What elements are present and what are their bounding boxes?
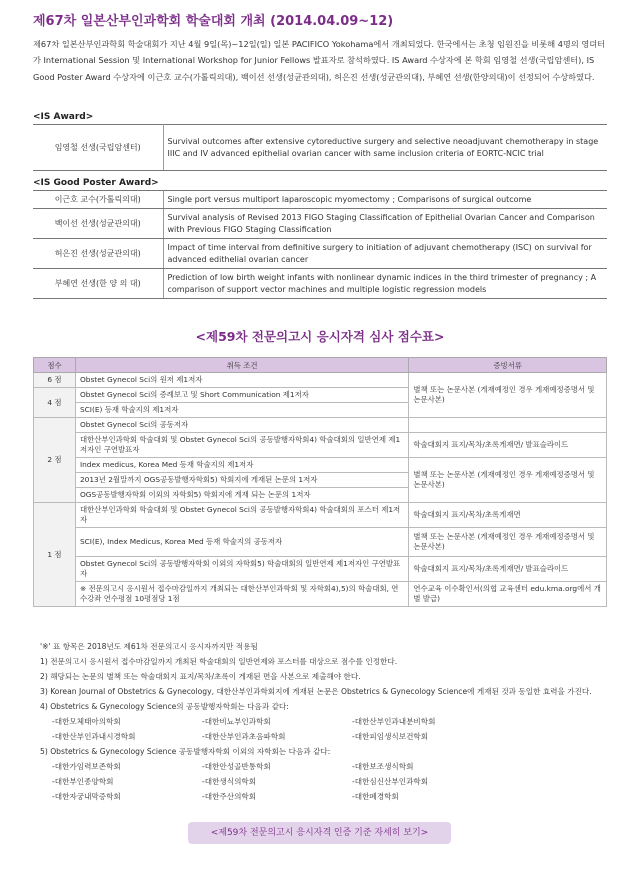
document-cell: 연수교육 이수확인서(의협 교육센터 edu.kma.org에서 개별 발급) bbox=[409, 582, 607, 607]
document-cell: 별책 또는 논문사본 (게재예정인 경우 게재예정증명서 및 논문사본) bbox=[409, 528, 607, 557]
note-asterisk: '※' 표 항목은 2018년도 제61차 전문의고시 응시자까지만 적용됨 bbox=[40, 642, 258, 651]
condition-cell: 대한산부인과학회 학술대회 및 Obstet Gynecol Sci의 공동발행자학회4) 학술대회의 일반연제 제1저자인 구연발표자 bbox=[75, 433, 408, 458]
condition-cell: Obstet Gynecol Sci의 공동발행자학회 이외의 자학회5) 학술대회의 일반연제 제1저자인 구연발표자 bbox=[75, 557, 408, 582]
list-item: -대한주산의학회 bbox=[202, 792, 257, 801]
table-row bbox=[34, 433, 607, 458]
table-row bbox=[33, 209, 607, 239]
table-row bbox=[34, 528, 607, 557]
poster-award-label: <IS Good Poster Award> bbox=[33, 178, 159, 188]
document-cell: 별책 또는 논문사본 (게재예정인 경우 게재예정증명서 및 논문사본) bbox=[409, 373, 607, 418]
header-condition: 취득 조건 bbox=[75, 358, 408, 373]
poster-award-table bbox=[33, 190, 607, 299]
condition-cell: Index medicus, Korea Med 등재 학술지의 제1저자 bbox=[75, 458, 408, 473]
is-award-label: <IS Award> bbox=[33, 112, 94, 122]
header-documents: 증빙서류 bbox=[409, 358, 607, 373]
list-item: -대한폐경학회 bbox=[352, 792, 399, 801]
condition-cell: Obstet Gynecol Sci의 공동저자 bbox=[75, 418, 408, 433]
award-winner-name: 부혜연 선생(한 양 의 대) bbox=[33, 269, 163, 299]
header-score: 점수 bbox=[34, 358, 76, 373]
sub-society-list bbox=[40, 759, 610, 804]
table-row bbox=[34, 557, 607, 582]
note-3: 3) Korean Journal of Obstetrics & Gynecology, 대한산부인과학회지에 게재된 논문은 Obstetrics & Gynecology Science에 게재된 것과 동일한 효력을 가진다. bbox=[40, 687, 592, 696]
award-winner-name: 백이선 선생(성균관의대) bbox=[33, 209, 163, 239]
list-item: -대한보조생식학회 bbox=[352, 762, 414, 771]
score-cell: 2 점 bbox=[34, 418, 76, 503]
list-item: -대한가임력보존학회 bbox=[52, 762, 121, 771]
list-item: -대한안성골반통학회 bbox=[202, 762, 271, 771]
condition-cell: OGS공동발행자학회 이외의 자학회5) 학회지에 게재 되는 논문의 1저자 bbox=[75, 488, 408, 503]
award-paper-title: Survival analysis of Revised 2013 FIGO Staging Classification of Epithelial Ovarian Cancer and Comparison with Previous FIGO Staging Classification bbox=[163, 209, 607, 239]
score-table-title: <제59차 전문의고시 응시자격 심사 점수표> bbox=[195, 329, 445, 344]
list-item: -대한산부인과초음파학회 bbox=[202, 732, 286, 741]
table-row bbox=[34, 418, 607, 433]
award-paper-title: Impact of time interval from definitive surgery to initiation of adjuvant chemotherapy (ISC) on survival for advanced edithelial ovarian cancer bbox=[163, 239, 607, 269]
list-item: -대한피임생식보건학회 bbox=[352, 732, 429, 741]
document-cell: 학술대회지 표지/목차/초록게재면/ 발표슬라이드 bbox=[409, 557, 607, 582]
award-paper-title: Survival outcomes after extensive cytoreductive surgery and selective neoadjuvant chemotherapy in stage IIIC and IV advanced epithelial ovarian cancer with same inclusion criteria of EORTC-NCIC trial bbox=[163, 125, 607, 171]
table-row bbox=[34, 503, 607, 528]
award-winner-name: 임영철 선생(국립암센터) bbox=[33, 125, 163, 171]
table-row bbox=[34, 373, 607, 388]
document-cell bbox=[409, 418, 607, 433]
list-item: -대한모체태아의학회 bbox=[52, 717, 121, 726]
award-paper-title: Single port versus multiport laparoscopic myomectomy ; Comparisons of surgical outcome bbox=[163, 191, 607, 209]
condition-cell: Obstet Gynecol Sci의 증례보고 및 Short Communication 제1저자 bbox=[75, 388, 408, 403]
document-cell: 학술대회지 표지/목차/초록게재면/ 발표슬라이드 bbox=[409, 433, 607, 458]
page-title: 제67차 일본산부인과학회 학술대회 개최 (2014.04.09~12) bbox=[33, 14, 394, 29]
note-1: 1) 전문의고시 응시원서 접수마감일까지 개최된 학술대회의 일반연제와 포스터를 대상으로 점수를 인정한다. bbox=[40, 657, 398, 666]
table-row bbox=[33, 191, 607, 209]
list-item: -대한산부인과내시경학회 bbox=[52, 732, 136, 741]
document-cell: 별책 또는 논문사본 (게재예정인 경우 게재예정증명서 및 논문사본) bbox=[409, 458, 607, 503]
condition-cell: 2013년 2월말까지 OGS공동발행자학회5) 학회지에 게재된 논문의 1저자 bbox=[75, 473, 408, 488]
table-row bbox=[34, 458, 607, 473]
award-paper-title: Prediction of low birth weight infants with nonlinear dynamic indices in the third trimester of pregnancy ; A comparison of support vector machines and multiple logistic regression models bbox=[163, 269, 607, 299]
note-2: 2) 해당되는 논문의 별책 또는 학술대회지 표지/목차/초록이 게재된 면을 사본으로 제출해야 한다. bbox=[40, 672, 361, 681]
score-table bbox=[33, 357, 607, 607]
list-item: -대한비뇨부인과학회 bbox=[202, 717, 271, 726]
condition-cell: SCI(E) 등재 학술지의 제1저자 bbox=[75, 403, 408, 418]
award-winner-name: 허은진 선생(성균관의대) bbox=[33, 239, 163, 269]
score-cell: 4 점 bbox=[34, 388, 76, 418]
list-item: -대한생식의학회 bbox=[202, 777, 257, 786]
condition-cell: Obstet Gynecol Sci의 원저 제1저자 bbox=[75, 373, 408, 388]
table-header-row bbox=[34, 358, 607, 373]
list-item: -대한산부인과내분비학회 bbox=[352, 717, 436, 726]
award-winner-name: 이근호 교수(가톨릭의대) bbox=[33, 191, 163, 209]
score-cell: 1 점 bbox=[34, 503, 76, 607]
notes-section bbox=[40, 639, 610, 804]
note-4: 4) Obstetrics & Gynecology Science의 공동발행자학회는 다음과 같다: bbox=[40, 702, 289, 711]
document-cell: 학술대회지 표지/목차/초록게재면 bbox=[409, 503, 607, 528]
table-row bbox=[33, 269, 607, 299]
intro-paragraph: 제67차 일본산부인과학회 학술대회가 지난 4월 9일(목)~12일(일) 일본 PACIFICO Yokohama에서 개최되었다. 한국에서는 초청 임원진을 비롯해 4명의 영뎌터가 International Session 및 International Workshop for Junior Fellows 발표자로 참석하였다. IS Award 수상자에 본 학회 임영철 선생(국립암센터), IS Good Poster Award 수상자에 이근호 교수(가톨릭의대), 백이선 선생(성균관의대), 허은진 선생(성균관의대), 부혜연 선생(한양의대)이 선정되어 수상하였다. bbox=[33, 39, 606, 82]
score-cell: 6 점 bbox=[34, 373, 76, 388]
condition-cell: 대한산부인과학회 학술대회 및 Obstet Gynecol Sci의 공동발행자학회4) 학술대회의 포스터 제1저자 bbox=[75, 503, 408, 528]
details-link-button[interactable]: <제59차 전문의고시 응시자격 인증 기준 자세히 보기> bbox=[188, 822, 451, 844]
co-publisher-list bbox=[40, 714, 610, 744]
list-item: -대한부인종양학회 bbox=[52, 777, 114, 786]
condition-cell: ※ 전문의고시 응시원서 접수마감일까지 개최되는 대한산부인과학회 및 자학회4),5)의 학술대회, 연수강좌 연수평점 10평점당 1점 bbox=[75, 582, 408, 607]
list-item: -대한심신산부인과학회 bbox=[352, 777, 429, 786]
table-row bbox=[33, 125, 607, 171]
table-row bbox=[34, 582, 607, 607]
condition-cell: SCI(E), Index Medicus, Korea Med 등재 학술지의 공동저자 bbox=[75, 528, 408, 557]
is-award-table bbox=[33, 124, 607, 171]
table-row bbox=[33, 239, 607, 269]
list-item: -대한자궁내막증학회 bbox=[52, 792, 121, 801]
note-5: 5) Obstetrics & Gynecology Science 공동발행자학회 이외의 자학회는 다음과 같다: bbox=[40, 747, 331, 756]
